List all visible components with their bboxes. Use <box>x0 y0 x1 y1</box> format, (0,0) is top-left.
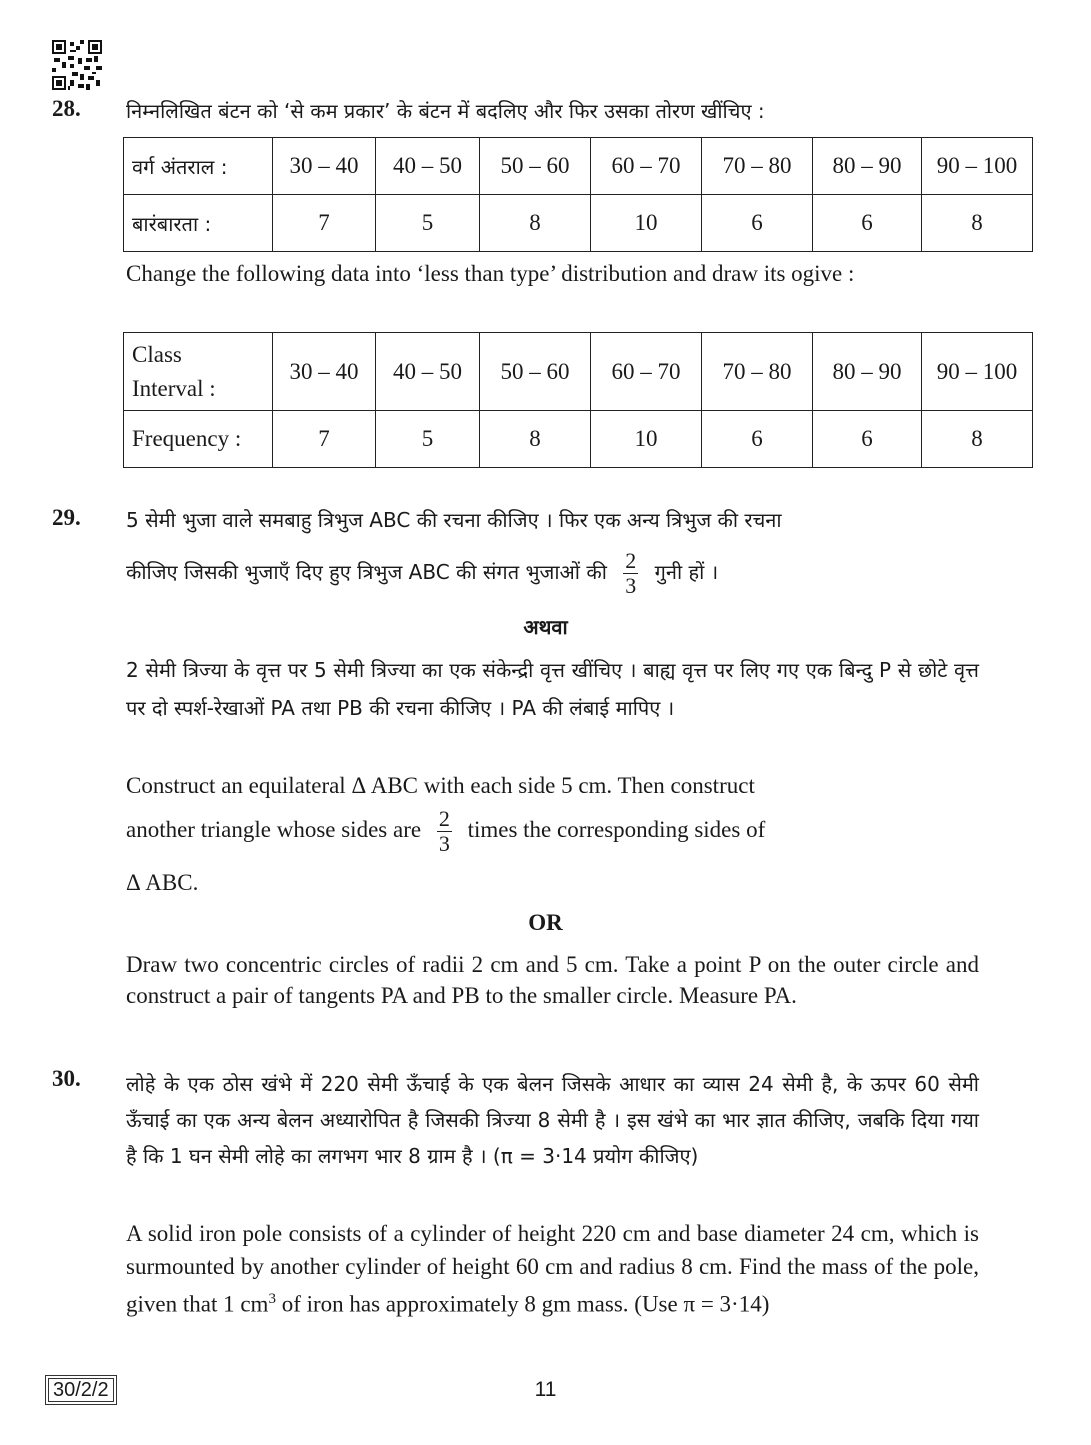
table-cell: 70 – 80 <box>702 333 813 411</box>
fraction-denominator: 3 <box>625 573 637 598</box>
q28-english-text: Change the following data into ‘less than type’ distribution and draw its ogive : <box>126 261 855 286</box>
table-cell: 6 <box>813 195 922 252</box>
fraction-two-thirds <box>623 549 638 598</box>
q29-hindi-line2 <box>126 547 979 598</box>
table-cell: 90 – 100 <box>922 138 1033 195</box>
page-number: 11 <box>534 1378 557 1401</box>
table-cell: 6 <box>702 411 813 468</box>
table-cell: 50 – 60 <box>480 333 591 411</box>
table-cell: 40 – 50 <box>376 333 480 411</box>
q29-english-line2-post: times the corresponding sides of <box>467 817 766 842</box>
table-cell: 5 <box>376 195 480 252</box>
q28-hindi-text: निम्नलिखित बंटन को ‘से कम प्रकार’ के बंटन में बदलिए और फिर उसका तोरण खींचिए : <box>126 99 765 123</box>
table-cell: 8 <box>480 195 591 252</box>
table-cell: 6 <box>702 195 813 252</box>
table-row <box>124 195 1033 252</box>
q28-hindi-table <box>123 137 1033 252</box>
table-cell: 6 <box>813 411 922 468</box>
table-cell: 30 – 40 <box>273 138 376 195</box>
q29-hindi-line2-post: गुनी हों । <box>654 560 719 584</box>
row-label-frequency: Frequency : <box>124 411 273 468</box>
table-cell: 40 – 50 <box>376 138 480 195</box>
table-cell: 5 <box>376 411 480 468</box>
table-cell: 80 – 90 <box>813 333 922 411</box>
fraction-denominator: 3 <box>438 831 450 857</box>
superscript-three: 3 <box>268 1291 276 1307</box>
table-cell: 7 <box>273 195 376 252</box>
table-cell: 80 – 90 <box>813 138 922 195</box>
table-cell: 30 – 40 <box>273 333 376 411</box>
q28-english-table <box>123 332 1033 468</box>
q29-english-line2 <box>126 805 979 856</box>
question-number-29: 29. <box>52 505 81 530</box>
q29-hindi-line1: 5 सेमी भुजा वाले समबाहु त्रिभुज ABC की रचना कीजिए । फिर एक अन्य त्रिभुज की रचना <box>126 508 782 532</box>
row-label-class-interval-hindi: वर्ग अंतराल : <box>124 138 273 195</box>
q30-english-post: of iron has approximately 8 gm mass. (Use π = 3·14) <box>275 1291 770 1317</box>
or-english-heading: OR <box>528 910 563 935</box>
fraction-numerator: 2 <box>625 548 637 573</box>
fraction-two-thirds <box>437 807 452 856</box>
label-line: Class <box>132 341 182 367</box>
table-cell: 10 <box>591 195 702 252</box>
table-cell: 8 <box>480 411 591 468</box>
or-hindi-heading: अथवा <box>523 617 568 639</box>
table-cell: 60 – 70 <box>591 138 702 195</box>
table-cell: 10 <box>591 411 702 468</box>
table-cell: 8 <box>922 195 1033 252</box>
table-row <box>124 333 1033 411</box>
table-cell: 70 – 80 <box>702 138 813 195</box>
table-cell: 7 <box>273 411 376 468</box>
table-row <box>124 411 1033 468</box>
paper-code: 30/2/2 <box>48 1378 114 1402</box>
row-label-frequency-hindi: बारंबारता : <box>124 195 273 252</box>
q29-english-alternative: Draw two concentric circles of radii 2 cm and 5 cm. Take a point P on the outer circle and construct a pair of tangents PA and PB to the smaller circle. Measure PA. <box>126 952 979 1008</box>
q29-hindi-line2-pre: कीजिए जिसकी भुजाएँ दिए हुए त्रिभुज ABC की संगत भुजाओं की <box>126 560 607 584</box>
q30-english-text <box>126 1217 979 1321</box>
q29-english-line3: Δ ABC. <box>126 870 199 895</box>
table-cell: 60 – 70 <box>591 333 702 411</box>
question-number-28: 28. <box>52 96 81 121</box>
table-row <box>124 138 1033 195</box>
table-cell: 90 – 100 <box>922 333 1033 411</box>
question-number-30: 30. <box>52 1066 81 1091</box>
table-cell: 50 – 60 <box>480 138 591 195</box>
label-line: Interval : <box>132 375 216 401</box>
q30-hindi-text: लोहे के एक ठोस खंभे में 220 सेमी ऊँचाई के एक बेलन जिसके आधार का व्यास 24 सेमी है, के ऊपर 60 सेमी ऊँचाई का एक अन्य बेलन अध्यारोपित है जिसकी त्रिज्या 8 सेमी है । इस खंभे का भार ज्ञात कीजिए, जबकि दिया गया है कि 1 घन सेमी लोहे का लगभग भार 8 ग्राम है । (π = 3·14 प्रयोग कीजिए) <box>126 1072 979 1168</box>
q29-english-line2-pre: another triangle whose sides are <box>126 817 422 842</box>
q30-english-pre: A solid iron pole consists of a cylinder of height 220 cm and base diameter 24 cm, which is surmounted by another cylinder of height 60 cm and radius 8 cm. Find the mass of the pole, given that 1 cm <box>126 1221 979 1317</box>
row-label-class-interval <box>124 333 273 411</box>
fraction-numerator: 2 <box>438 806 450 832</box>
q29-hindi-alternative: 2 सेमी त्रिज्या के वृत्त पर 5 सेमी त्रिज्या का एक संकेन्द्री वृत्त खींचिए । बाह्य वृत्त पर लिए गए एक बिन्दु P से छोटे वृत्त पर दो स्पर्श-रेखाओं PA तथा PB की रचना कीजिए । PA की लंबाई मापिए । <box>126 658 979 720</box>
q29-english-line1: Construct an equilateral Δ ABC with each side 5 cm. Then construct <box>126 773 755 798</box>
qr-code-icon <box>52 40 102 90</box>
table-cell: 8 <box>922 411 1033 468</box>
